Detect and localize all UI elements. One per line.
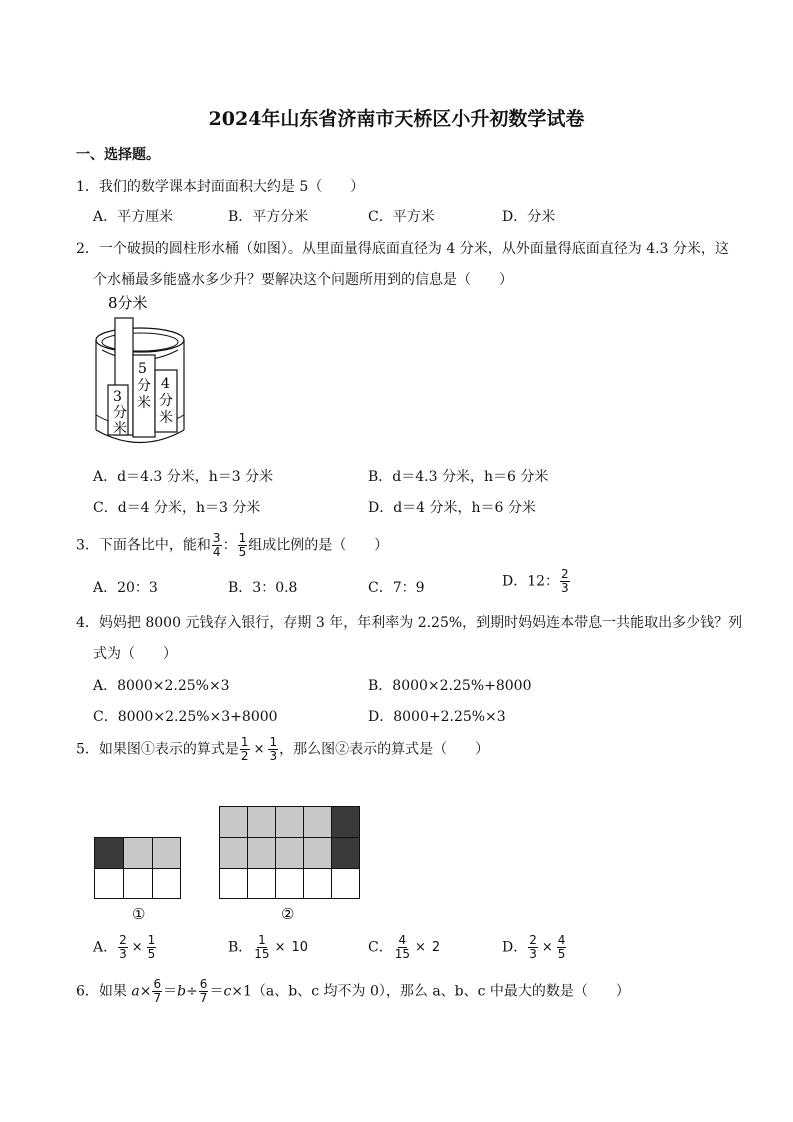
q5-fraction-2 — [268, 736, 278, 763]
frac-den: 15 — [254, 947, 270, 961]
frac-num: 4 — [398, 933, 407, 947]
figure-2-grid — [219, 806, 360, 899]
q6-prefix: 6．如果 — [76, 983, 132, 1000]
times-sign: × — [139, 983, 152, 1000]
q1-option-c: C．平方米 — [368, 209, 435, 225]
q5-option-c — [368, 934, 443, 961]
frac-den: 5 — [238, 545, 247, 559]
q3-stem-pre: 3．下面各比中，能和 — [76, 537, 211, 554]
q3-option-b: B．3：0.8 — [228, 580, 298, 596]
grid-cell-shaded-light — [219, 837, 248, 869]
equals-sign: ＝ — [209, 983, 224, 1000]
q4-option-b: B．8000×2.25%+8000 — [368, 678, 532, 694]
colon: ： — [222, 537, 237, 554]
section-heading: 一、选择题。 — [76, 147, 160, 163]
q2-stem-line1: 2．一个破损的圆柱形水桶（如图）。从里面量得底面直径为 4 分米，从外面量得底面直径为 4.3 分米，这 — [76, 241, 729, 257]
label-4-unit1: 分 — [159, 393, 173, 409]
grid-cell-shaded-light — [275, 806, 304, 838]
q3-option-d — [502, 568, 571, 595]
q6-fraction-1 — [152, 978, 162, 1005]
q3-stem-post: 组成比例的是（ ） — [248, 537, 389, 554]
q6-fraction-2 — [199, 978, 209, 1005]
q6-stem — [76, 978, 630, 1005]
q1-option-a: A．平方厘米 — [93, 209, 174, 225]
grid-cell-shaded-light — [152, 837, 181, 869]
frac-num: 1 — [258, 933, 266, 947]
option-letter: C． — [368, 939, 393, 956]
frac-den: 7 — [153, 991, 162, 1005]
label-3-unit1: 分 — [113, 405, 127, 421]
times-sign: × — [253, 742, 265, 757]
q6-times-one: ×1（ — [231, 983, 266, 1000]
times-sign: × — [274, 940, 286, 955]
q4-option-c: C．8000×2.25%×3+8000 — [93, 709, 278, 725]
grid-cell — [247, 868, 276, 899]
label-5: 5 — [138, 361, 147, 377]
times-sign: × — [131, 940, 143, 955]
fraction — [394, 934, 411, 961]
label-3: 3 — [113, 389, 122, 405]
frac-num: 6 — [199, 977, 208, 991]
q1-option-b: B．平方分米 — [228, 209, 309, 225]
frac-num: 4 — [557, 933, 566, 947]
option-letter: B． — [228, 939, 253, 956]
grid-cell — [275, 868, 304, 899]
grid-cell — [219, 868, 248, 899]
frac-den: 3 — [119, 947, 127, 961]
times-sign: × — [415, 940, 426, 955]
grid-cell — [303, 868, 332, 899]
grid-cell — [331, 868, 360, 899]
q5-fraction-1 — [240, 736, 250, 763]
divide-sign: ÷ — [186, 983, 198, 1000]
q3-option-c: C．7：9 — [368, 580, 425, 596]
equals-sign: ＝ — [163, 983, 178, 1000]
q4-stem-line1: 4．妈妈把 8000 元钱存入银行，存期 3 年，年利率为 2.25%，到期时妈妈连本带息一共能取出多少钱？列 — [76, 615, 743, 631]
frac-den: 7 — [199, 991, 208, 1005]
q2-stem-line2: 个水桶最多能盛水多少升？要解决这个问题所用到的信息是（ ） — [93, 272, 513, 288]
fraction — [253, 934, 270, 961]
multiplier: 10 — [291, 940, 309, 955]
multiplier: 2 — [431, 940, 441, 955]
grid-cell-shaded-light — [303, 806, 332, 838]
grid-cell — [94, 868, 124, 899]
q1-stem: 1．我们的数学课本封面面积大约是 5（ ） — [76, 179, 365, 195]
grid-cell — [152, 868, 181, 899]
q4-option-a: A．8000×2.25%×3 — [93, 678, 230, 694]
q5-stem — [76, 736, 489, 763]
q5-option-b — [228, 934, 311, 961]
grid-cell-shaded-light — [303, 837, 332, 869]
var-b: b — [177, 983, 187, 1000]
frac-num: 1 — [238, 531, 247, 545]
figure-2-label: ② — [281, 905, 295, 923]
page-title: 2024年山东省济南市天桥区小升初数学试卷 — [208, 108, 585, 130]
figure-1-label: ① — [132, 905, 146, 923]
q5-option-d — [502, 934, 567, 961]
times-sign: × — [541, 940, 553, 955]
label-4-unit2: 米 — [159, 410, 173, 426]
frac-den: 15 — [394, 947, 410, 961]
option-letter: D．12： — [502, 573, 560, 590]
label-4: 4 — [161, 376, 170, 392]
q4-option-d: D．8000+2.25%×3 — [368, 709, 506, 725]
figure-1-grid — [94, 837, 181, 899]
q2-option-a: A．d＝4.3 分米，h＝3 分米 — [93, 469, 274, 485]
label-3-unit2: 米 — [113, 421, 127, 437]
fraction — [557, 934, 567, 961]
q3-option-a: A．20：3 — [93, 580, 158, 596]
label-8dm: 8分米 — [108, 294, 148, 312]
grid-cell-shaded-light — [247, 837, 276, 869]
grid-cell-shaded-light — [219, 806, 248, 838]
q1-option-d: D．分米 — [502, 209, 556, 225]
label-5-unit1: 分 — [137, 378, 151, 394]
grid-cell — [123, 868, 153, 899]
var-c: c — [223, 983, 232, 1000]
option-letter: A． — [93, 939, 118, 956]
q5-stem-pre: 5．如果图①表示的算式是 — [76, 741, 239, 758]
grid-cell-shaded-dark — [331, 806, 360, 838]
frac-den: 5 — [147, 947, 156, 961]
q3-fraction-1 — [212, 532, 222, 559]
q2-option-d: D．d＝4 分米，h＝6 分米 — [368, 500, 536, 516]
grid-cell-shaded-dark — [94, 837, 124, 869]
frac-num: 1 — [240, 735, 249, 749]
broken-bucket-figure — [86, 290, 196, 452]
frac-num: 2 — [529, 933, 537, 947]
frac-num: 2 — [119, 933, 127, 947]
frac-num: 6 — [153, 977, 162, 991]
q5-option-a — [93, 934, 157, 961]
grid-cell-shaded-light — [123, 837, 153, 869]
q2-option-b: B．d＝4.3 分米，h＝6 分米 — [368, 469, 549, 485]
var-a: a — [131, 983, 140, 1000]
frac-den: 5 — [557, 947, 566, 961]
frac-num: 2 — [561, 567, 569, 581]
frac-num: 3 — [212, 531, 221, 545]
q6-tail: a、b、c 均不为 0），那么 a、b、c 中最大的数是（ ） — [265, 983, 630, 1000]
frac-den: 4 — [212, 545, 221, 559]
fraction — [118, 934, 128, 961]
label-5-unit2: 米 — [137, 395, 151, 411]
q3-fraction-2 — [238, 532, 248, 559]
frac-den: 3 — [561, 581, 569, 595]
fraction — [147, 934, 157, 961]
frac-num: 1 — [147, 933, 156, 947]
frac-den: 2 — [240, 749, 249, 763]
q4-stem-line2: 式为（ ） — [93, 646, 177, 662]
q3-optd-fraction — [560, 568, 570, 595]
frac-den: 3 — [529, 947, 537, 961]
q5-stem-post: ，那么图②表示的算式是（ ） — [279, 741, 490, 758]
grid-cell-shaded-light — [275, 837, 304, 869]
frac-den: 3 — [269, 749, 278, 763]
fraction — [528, 934, 538, 961]
frac-num: 1 — [269, 735, 278, 749]
grid-cell-shaded-dark — [331, 837, 360, 869]
q3-stem — [76, 532, 388, 559]
option-letter: D． — [502, 939, 528, 956]
q2-option-c: C．d＝4 分米，h＝3 分米 — [93, 500, 261, 516]
grid-cell-shaded-light — [247, 806, 276, 838]
